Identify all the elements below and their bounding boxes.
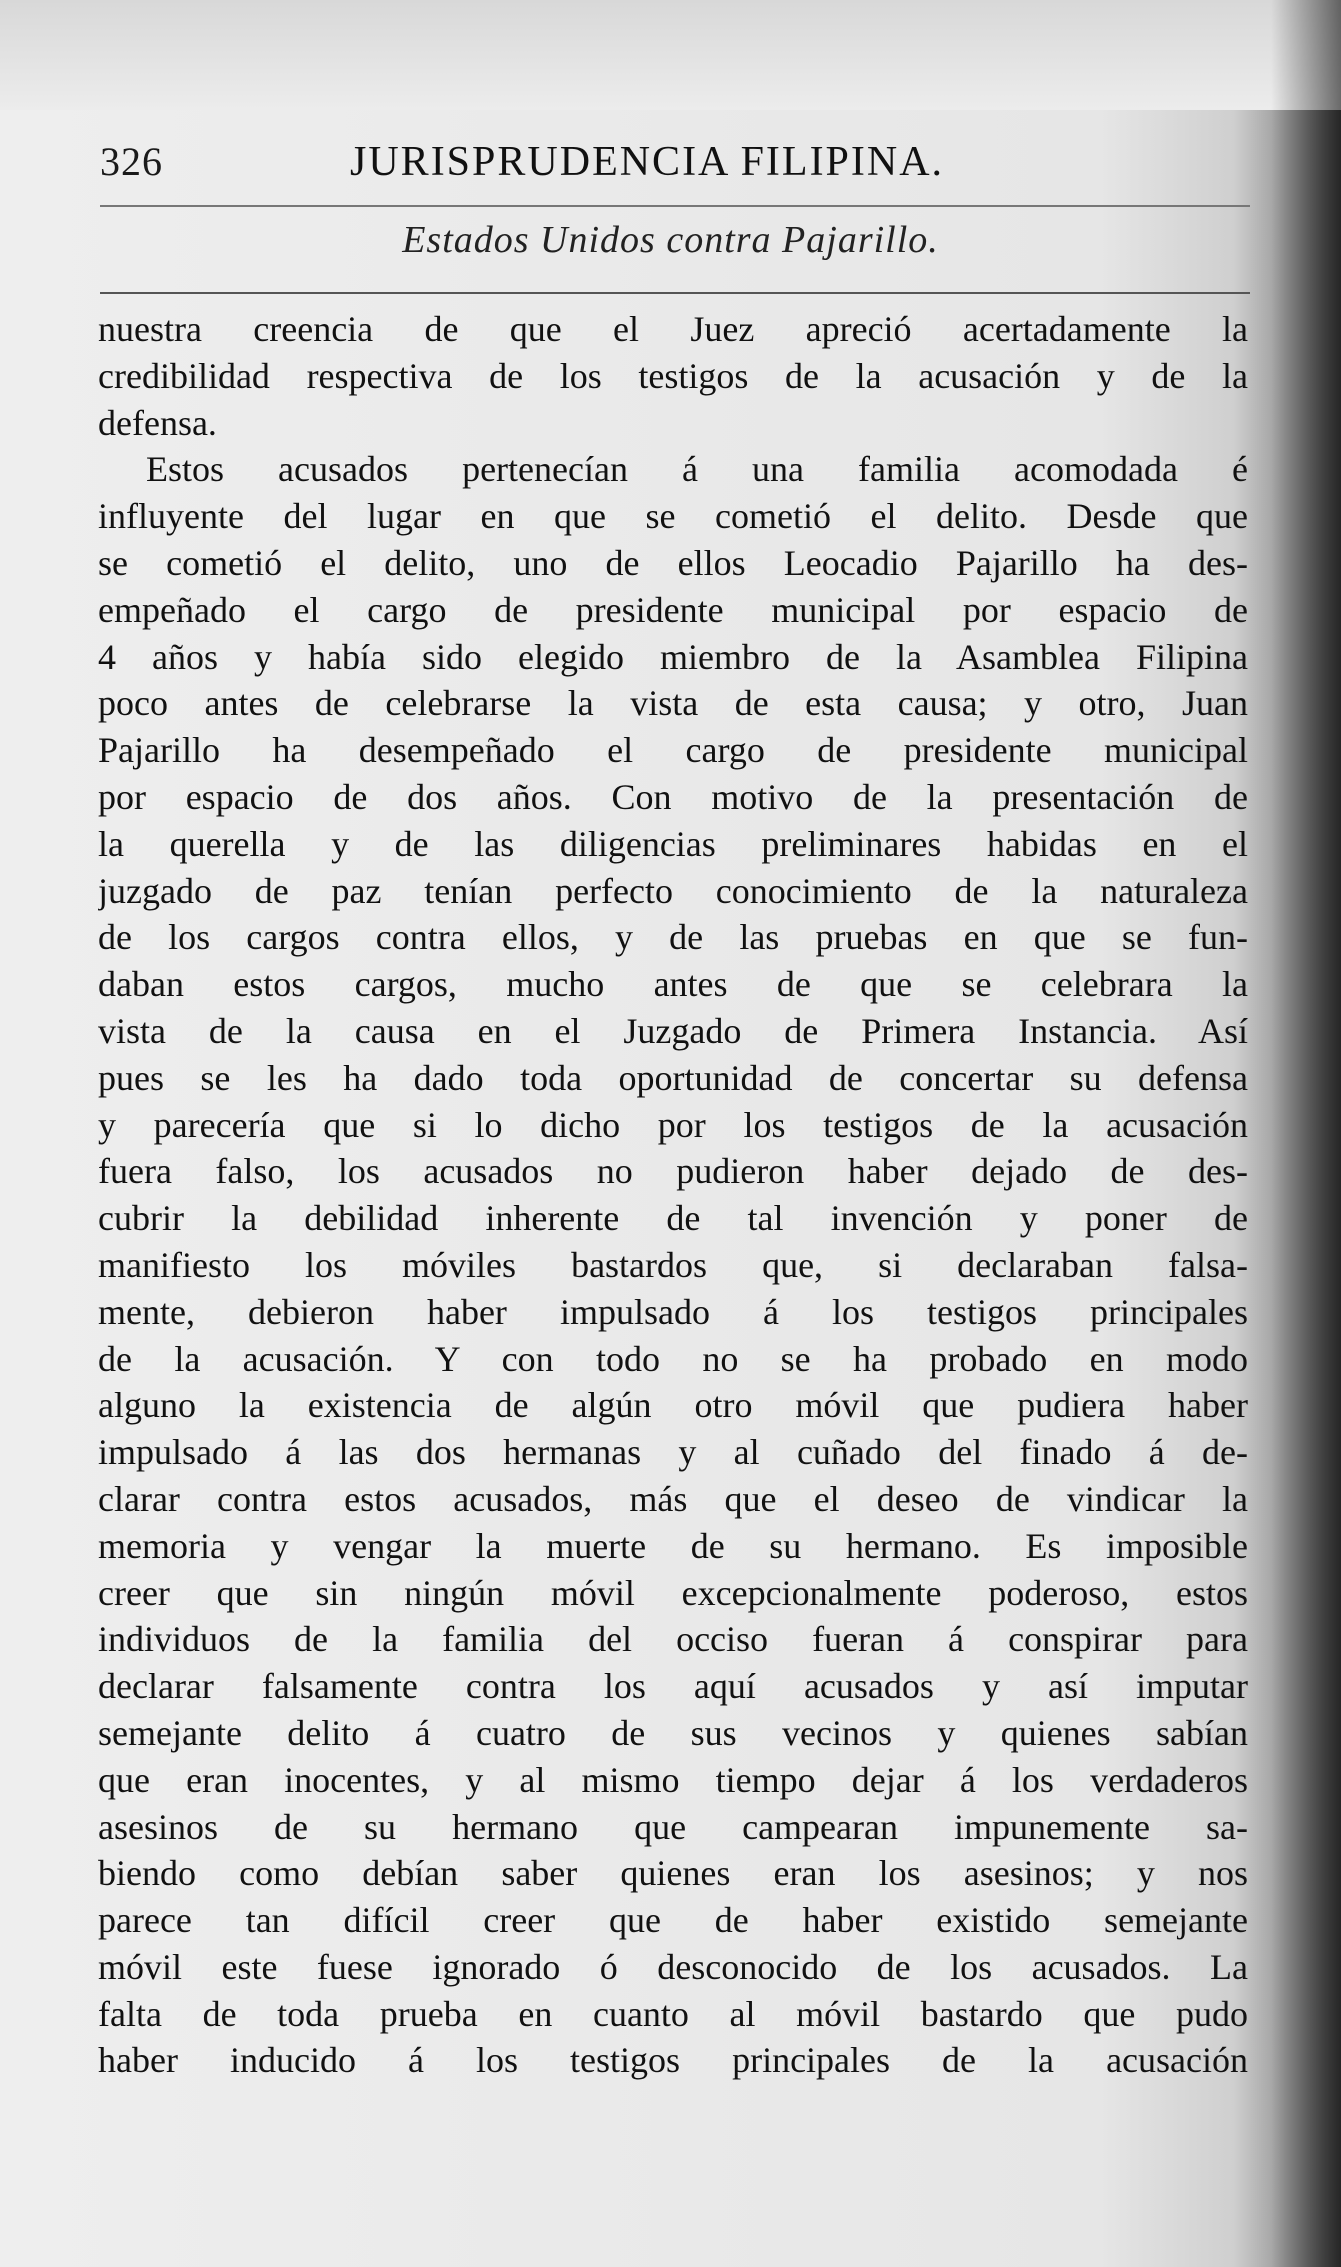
text-line: móvil este fuese ignorado ó desconocido de los acusados. La	[98, 1946, 1248, 1987]
text-line: biendo como debían saber quienes eran los asesinos; y nos	[98, 1853, 1248, 1894]
binding-shadow	[1271, 0, 1341, 2267]
text-line: asesinos de su hermano que campearan impunemente sa-	[98, 1806, 1248, 1847]
text-line: declarar falsamente contra los aquí acusados y así imputar	[98, 1666, 1248, 1707]
text-line: vista de la causa en el Juzgado de Primera Instancia. Así	[98, 1010, 1248, 1051]
text-line: memoria y vengar la muerte de su hermano. Es imposible	[98, 1525, 1248, 1566]
text-line: falta de toda prueba en cuanto al móvil bastardo que pudo	[98, 1993, 1248, 2034]
text-line: defensa.	[98, 402, 217, 443]
text-line: credibilidad respectiva de los testigos de la acusación y de la	[98, 355, 1248, 396]
text-line: alguno la existencia de algún otro móvil que pudiera haber	[98, 1385, 1248, 1426]
text-line: creer que sin ningún móvil excepcionalmente poderoso, estos	[98, 1572, 1248, 1613]
text-line: de los cargos contra ellos, y de las pruebas en que se fun-	[98, 917, 1248, 958]
body-text	[98, 306, 1248, 2084]
text-line: que eran inocentes, y al mismo tiempo dejar á los verdaderos	[98, 1759, 1248, 1800]
text-line: Pajarillo ha desempeñado el cargo de presidente municipal	[98, 730, 1248, 771]
text-line: clarar contra estos acusados, más que el deseo de vindicar la	[98, 1478, 1248, 1519]
text-line: poco antes de celebrarse la vista de esta causa; y otro, Juan	[98, 683, 1248, 724]
text-line: pues se les ha dado toda oportunidad de concertar su defensa	[98, 1057, 1248, 1098]
text-line: haber inducido á los testigos principales de la acusación	[98, 2040, 1248, 2081]
journal-title: JURISPRUDENCIA FILIPINA.	[350, 139, 945, 185]
case-title: Estados Unidos contra Pajarillo.	[402, 219, 939, 261]
text-line: juzgado de paz tenían perfecto conocimiento de la naturaleza	[98, 870, 1248, 911]
text-line: semejante delito á cuatro de sus vecinos y quienes sabían	[98, 1712, 1248, 1753]
text-line: fuera falso, los acusados no pudieron haber dejado de des-	[98, 1151, 1248, 1192]
page-number: 326	[100, 139, 163, 184]
text-line: Estos acusados pertenecían á una familia acomodada é	[146, 449, 1248, 490]
text-line: mente, debieron haber impulsado á los testigos principales	[98, 1291, 1248, 1332]
running-header	[100, 138, 1260, 198]
text-line: y parecería que si lo dicho por los testigos de la acusación	[98, 1104, 1248, 1145]
text-line: cubrir la debilidad inherente de tal invención y poner de	[98, 1198, 1248, 1239]
text-line: influyente del lugar en que se cometió el delito. Desde que	[98, 496, 1248, 537]
text-line: individuos de la familia del occiso fueran á conspirar para	[98, 1619, 1248, 1660]
subheader-rule	[100, 292, 1250, 294]
text-line: 4 años y había sido elegido miembro de la Asamblea Filipina	[98, 636, 1248, 677]
text-line: daban estos cargos, mucho antes de que se celebrara la	[98, 964, 1248, 1005]
text-line: impulsado á las dos hermanas y al cuñado del finado á de-	[98, 1432, 1248, 1473]
text-line: se cometió el delito, uno de ellos Leocadio Pajarillo ha des-	[98, 542, 1248, 583]
header-rule	[100, 205, 1250, 207]
text-line: parece tan difícil creer que de haber existido semejante	[98, 1900, 1248, 1941]
page-top-margin	[0, 0, 1341, 110]
text-line: empeñado el cargo de presidente municipal por espacio de	[98, 589, 1248, 630]
text-line: nuestra creencia de que el Juez apreció acertadamente la	[98, 309, 1248, 349]
text-line: manifiesto los móviles bastardos que, si declaraban falsa-	[98, 1244, 1248, 1285]
text-line: por espacio de dos años. Con motivo de la presentación de	[98, 776, 1248, 817]
text-line: de la acusación. Y con todo no se ha probado en modo	[98, 1338, 1248, 1379]
text-line: la querella y de las diligencias preliminares habidas en el	[98, 823, 1248, 864]
